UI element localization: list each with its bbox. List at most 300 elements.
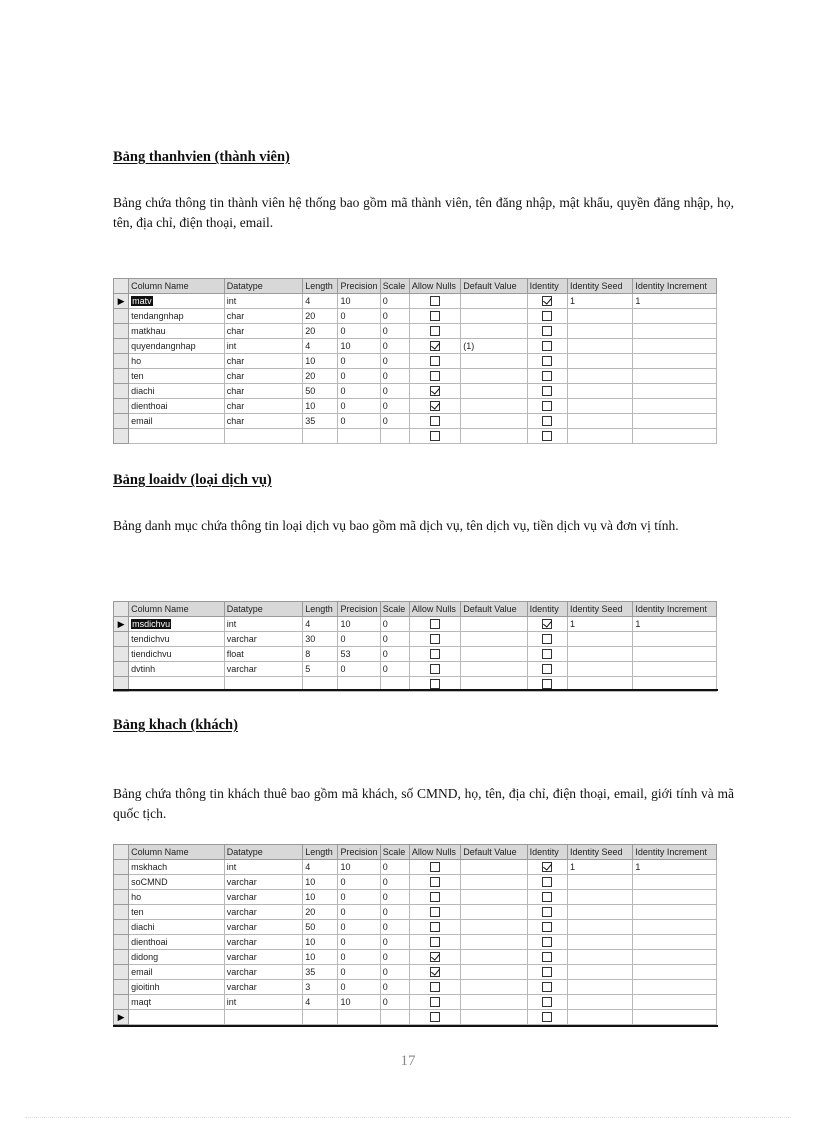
identity-increment-cell[interactable]: [633, 399, 717, 414]
identity-cell[interactable]: [527, 354, 567, 369]
table-row[interactable]: [114, 662, 717, 677]
identity-increment-cell[interactable]: [633, 1010, 717, 1025]
identity-cell[interactable]: [527, 950, 567, 965]
identity-checkbox[interactable]: [542, 907, 552, 917]
allow-nulls-cell[interactable]: [409, 369, 460, 384]
allow-nulls-checkbox[interactable]: [430, 341, 440, 351]
table-row[interactable]: [114, 980, 717, 995]
datatype-cell[interactable]: [224, 905, 303, 920]
column-name-cell[interactable]: [129, 662, 225, 677]
datatype-cell[interactable]: [224, 414, 303, 429]
length-cell[interactable]: [303, 647, 338, 662]
datatype-cell[interactable]: [224, 354, 303, 369]
identity-checkbox[interactable]: [542, 634, 552, 644]
allow-nulls-cell[interactable]: [409, 294, 460, 309]
datatype-cell[interactable]: [224, 875, 303, 890]
scale-cell[interactable]: [380, 647, 409, 662]
identity-cell[interactable]: [527, 399, 567, 414]
datatype-cell[interactable]: [224, 294, 303, 309]
datatype-cell[interactable]: [224, 324, 303, 339]
identity-seed-cell[interactable]: [567, 429, 632, 444]
datatype-cell[interactable]: [224, 647, 303, 662]
identity-checkbox[interactable]: [542, 997, 552, 1007]
row-selector[interactable]: [114, 950, 129, 965]
identity-checkbox[interactable]: [542, 431, 552, 441]
scale-cell[interactable]: [380, 399, 409, 414]
identity-cell[interactable]: [527, 339, 567, 354]
allow-nulls-checkbox[interactable]: [430, 431, 440, 441]
column-name-cell[interactable]: [129, 980, 225, 995]
identity-seed-cell[interactable]: [567, 647, 632, 662]
datatype-cell[interactable]: [224, 384, 303, 399]
column-name-cell[interactable]: [129, 617, 225, 632]
datatype-cell[interactable]: [224, 662, 303, 677]
row-selector[interactable]: [114, 860, 129, 875]
precision-cell[interactable]: [338, 662, 380, 677]
identity-cell[interactable]: [527, 1010, 567, 1025]
table-row[interactable]: [114, 324, 717, 339]
allow-nulls-cell[interactable]: [409, 384, 460, 399]
allow-nulls-cell[interactable]: [409, 662, 460, 677]
allow-nulls-checkbox[interactable]: [430, 619, 440, 629]
row-selector[interactable]: [114, 429, 129, 444]
precision-cell[interactable]: [338, 369, 380, 384]
allow-nulls-checkbox[interactable]: [430, 664, 440, 674]
identity-seed-cell[interactable]: [567, 860, 632, 875]
allow-nulls-checkbox[interactable]: [430, 311, 440, 321]
row-selector[interactable]: [114, 414, 129, 429]
scale-cell[interactable]: [380, 875, 409, 890]
allow-nulls-checkbox[interactable]: [430, 679, 440, 689]
column-name-cell[interactable]: [129, 875, 225, 890]
precision-cell[interactable]: [338, 860, 380, 875]
identity-checkbox[interactable]: [542, 679, 552, 689]
row-selector[interactable]: [114, 399, 129, 414]
table-row[interactable]: [114, 309, 717, 324]
scale-cell[interactable]: [380, 309, 409, 324]
default-value-cell[interactable]: [461, 1010, 527, 1025]
identity-seed-cell[interactable]: [567, 414, 632, 429]
precision-cell[interactable]: [338, 980, 380, 995]
identity-seed-cell[interactable]: [567, 935, 632, 950]
allow-nulls-cell[interactable]: [409, 354, 460, 369]
identity-increment-cell[interactable]: [633, 890, 717, 905]
table-row[interactable]: [114, 890, 717, 905]
row-selector[interactable]: [114, 935, 129, 950]
allow-nulls-checkbox[interactable]: [430, 296, 440, 306]
scale-cell[interactable]: [380, 920, 409, 935]
identity-seed-cell[interactable]: [567, 309, 632, 324]
allow-nulls-cell[interactable]: [409, 980, 460, 995]
identity-seed-cell[interactable]: [567, 965, 632, 980]
identity-seed-cell[interactable]: [567, 875, 632, 890]
allow-nulls-cell[interactable]: [409, 935, 460, 950]
table-row[interactable]: [114, 935, 717, 950]
row-selector[interactable]: [114, 632, 129, 647]
scale-cell[interactable]: [380, 617, 409, 632]
allow-nulls-checkbox[interactable]: [430, 416, 440, 426]
default-value-cell[interactable]: [461, 890, 527, 905]
scale-cell[interactable]: [380, 294, 409, 309]
length-cell[interactable]: [303, 1010, 338, 1025]
identity-seed-cell[interactable]: [567, 324, 632, 339]
table-row[interactable]: [114, 369, 717, 384]
identity-cell[interactable]: [527, 935, 567, 950]
precision-cell[interactable]: [338, 875, 380, 890]
column-name-cell[interactable]: [129, 339, 225, 354]
column-name-cell[interactable]: [129, 632, 225, 647]
identity-cell[interactable]: [527, 647, 567, 662]
precision-cell[interactable]: [338, 995, 380, 1010]
allow-nulls-cell[interactable]: [409, 617, 460, 632]
allow-nulls-cell[interactable]: [409, 965, 460, 980]
precision-cell[interactable]: [338, 354, 380, 369]
datatype-cell[interactable]: [224, 429, 303, 444]
length-cell[interactable]: [303, 965, 338, 980]
scale-cell[interactable]: [380, 662, 409, 677]
identity-checkbox[interactable]: [542, 341, 552, 351]
table-row[interactable]: [114, 339, 717, 354]
datatype-cell[interactable]: [224, 950, 303, 965]
precision-cell[interactable]: [338, 324, 380, 339]
identity-seed-cell[interactable]: [567, 369, 632, 384]
scale-cell[interactable]: [380, 339, 409, 354]
row-selector[interactable]: [114, 890, 129, 905]
identity-increment-cell[interactable]: [633, 309, 717, 324]
precision-cell[interactable]: [338, 1010, 380, 1025]
precision-cell[interactable]: [338, 647, 380, 662]
column-name-cell[interactable]: [129, 860, 225, 875]
length-cell[interactable]: [303, 294, 338, 309]
length-cell[interactable]: [303, 339, 338, 354]
column-name-cell[interactable]: [129, 354, 225, 369]
identity-increment-cell[interactable]: [633, 384, 717, 399]
allow-nulls-checkbox[interactable]: [430, 967, 440, 977]
length-cell[interactable]: [303, 860, 338, 875]
default-value-cell[interactable]: [461, 399, 527, 414]
identity-cell[interactable]: [527, 429, 567, 444]
row-selector[interactable]: [114, 980, 129, 995]
precision-cell[interactable]: [338, 294, 380, 309]
column-name-cell[interactable]: [129, 647, 225, 662]
scale-cell[interactable]: [380, 980, 409, 995]
identity-checkbox[interactable]: [542, 371, 552, 381]
length-cell[interactable]: [303, 617, 338, 632]
allow-nulls-checkbox[interactable]: [430, 997, 440, 1007]
allow-nulls-checkbox[interactable]: [430, 634, 440, 644]
identity-seed-cell[interactable]: [567, 890, 632, 905]
column-name-cell[interactable]: [129, 399, 225, 414]
column-name-cell[interactable]: [129, 1010, 225, 1025]
datatype-cell[interactable]: [224, 339, 303, 354]
allow-nulls-cell[interactable]: [409, 905, 460, 920]
row-selector[interactable]: [114, 309, 129, 324]
table-row[interactable]: [114, 632, 717, 647]
allow-nulls-cell[interactable]: [409, 1010, 460, 1025]
identity-seed-cell[interactable]: [567, 617, 632, 632]
identity-cell[interactable]: [527, 617, 567, 632]
identity-cell[interactable]: [527, 980, 567, 995]
scale-cell[interactable]: [380, 995, 409, 1010]
default-value-cell[interactable]: [461, 429, 527, 444]
identity-cell[interactable]: [527, 995, 567, 1010]
length-cell[interactable]: [303, 875, 338, 890]
identity-cell[interactable]: [527, 632, 567, 647]
identity-increment-cell[interactable]: [633, 324, 717, 339]
identity-checkbox[interactable]: [542, 892, 552, 902]
table-row[interactable]: [114, 647, 717, 662]
default-value-cell[interactable]: [461, 980, 527, 995]
precision-cell[interactable]: [338, 632, 380, 647]
length-cell[interactable]: [303, 890, 338, 905]
identity-checkbox[interactable]: [542, 877, 552, 887]
default-value-cell[interactable]: [461, 965, 527, 980]
identity-increment-cell[interactable]: [633, 632, 717, 647]
table-row[interactable]: [114, 429, 717, 444]
length-cell[interactable]: [303, 905, 338, 920]
length-cell[interactable]: [303, 324, 338, 339]
column-name-cell[interactable]: [129, 950, 225, 965]
column-name-cell[interactable]: [129, 920, 225, 935]
column-name-cell[interactable]: [129, 935, 225, 950]
allow-nulls-cell[interactable]: [409, 414, 460, 429]
default-value-cell[interactable]: [461, 935, 527, 950]
precision-cell[interactable]: [338, 905, 380, 920]
identity-checkbox[interactable]: [542, 311, 552, 321]
default-value-cell[interactable]: [461, 324, 527, 339]
current-row-pointer-icon[interactable]: ▶: [114, 617, 129, 632]
identity-checkbox[interactable]: [542, 619, 552, 629]
identity-increment-cell[interactable]: [633, 995, 717, 1010]
allow-nulls-checkbox[interactable]: [430, 386, 440, 396]
allow-nulls-cell[interactable]: [409, 875, 460, 890]
identity-checkbox[interactable]: [542, 326, 552, 336]
default-value-cell[interactable]: [461, 309, 527, 324]
identity-checkbox[interactable]: [542, 649, 552, 659]
precision-cell[interactable]: [338, 965, 380, 980]
default-value-cell[interactable]: [461, 369, 527, 384]
datatype-cell[interactable]: [224, 965, 303, 980]
row-selector[interactable]: [114, 965, 129, 980]
datatype-cell[interactable]: [224, 920, 303, 935]
identity-seed-cell[interactable]: [567, 339, 632, 354]
length-cell[interactable]: [303, 429, 338, 444]
precision-cell[interactable]: [338, 384, 380, 399]
scale-cell[interactable]: [380, 890, 409, 905]
default-value-cell[interactable]: [461, 384, 527, 399]
precision-cell[interactable]: [338, 309, 380, 324]
column-name-cell[interactable]: [129, 309, 225, 324]
row-selector[interactable]: [114, 354, 129, 369]
precision-cell[interactable]: [338, 920, 380, 935]
length-cell[interactable]: [303, 995, 338, 1010]
scale-cell[interactable]: [380, 429, 409, 444]
length-cell[interactable]: [303, 414, 338, 429]
identity-cell[interactable]: [527, 414, 567, 429]
allow-nulls-checkbox[interactable]: [430, 982, 440, 992]
datatype-cell[interactable]: [224, 980, 303, 995]
column-name-cell[interactable]: [129, 369, 225, 384]
column-name-cell[interactable]: [129, 294, 225, 309]
identity-cell[interactable]: [527, 875, 567, 890]
row-selector[interactable]: [114, 920, 129, 935]
row-selector[interactable]: [114, 995, 129, 1010]
datatype-cell[interactable]: [224, 369, 303, 384]
identity-checkbox[interactable]: [542, 664, 552, 674]
datatype-cell[interactable]: [224, 890, 303, 905]
column-name-cell[interactable]: [129, 429, 225, 444]
scale-cell[interactable]: [380, 384, 409, 399]
length-cell[interactable]: [303, 309, 338, 324]
identity-seed-cell[interactable]: [567, 354, 632, 369]
allow-nulls-cell[interactable]: [409, 647, 460, 662]
datatype-cell[interactable]: [224, 995, 303, 1010]
identity-cell[interactable]: [527, 384, 567, 399]
allow-nulls-cell[interactable]: [409, 950, 460, 965]
length-cell[interactable]: [303, 354, 338, 369]
default-value-cell[interactable]: [461, 995, 527, 1010]
identity-checkbox[interactable]: [542, 401, 552, 411]
allow-nulls-checkbox[interactable]: [430, 371, 440, 381]
identity-cell[interactable]: [527, 309, 567, 324]
allow-nulls-cell[interactable]: [409, 429, 460, 444]
scale-cell[interactable]: [380, 905, 409, 920]
allow-nulls-checkbox[interactable]: [430, 356, 440, 366]
identity-cell[interactable]: [527, 965, 567, 980]
precision-cell[interactable]: [338, 617, 380, 632]
allow-nulls-cell[interactable]: [409, 860, 460, 875]
column-name-cell[interactable]: [129, 414, 225, 429]
identity-seed-cell[interactable]: [567, 1010, 632, 1025]
default-value-cell[interactable]: [461, 647, 527, 662]
precision-cell[interactable]: [338, 950, 380, 965]
identity-increment-cell[interactable]: [633, 875, 717, 890]
datatype-cell[interactable]: [224, 632, 303, 647]
identity-increment-cell[interactable]: [633, 429, 717, 444]
length-cell[interactable]: [303, 399, 338, 414]
identity-seed-cell[interactable]: [567, 294, 632, 309]
row-selector[interactable]: [114, 384, 129, 399]
identity-seed-cell[interactable]: [567, 384, 632, 399]
default-value-cell[interactable]: [461, 617, 527, 632]
default-value-cell[interactable]: [461, 354, 527, 369]
row-selector[interactable]: [114, 662, 129, 677]
scale-cell[interactable]: [380, 860, 409, 875]
table-row[interactable]: [114, 995, 717, 1010]
table-row[interactable]: [114, 414, 717, 429]
table-row[interactable]: [114, 354, 717, 369]
allow-nulls-cell[interactable]: [409, 324, 460, 339]
default-value-cell[interactable]: [461, 950, 527, 965]
identity-checkbox[interactable]: [542, 296, 552, 306]
identity-increment-cell[interactable]: [633, 965, 717, 980]
identity-checkbox[interactable]: [542, 922, 552, 932]
allow-nulls-cell[interactable]: [409, 339, 460, 354]
allow-nulls-checkbox[interactable]: [430, 952, 440, 962]
identity-checkbox[interactable]: [542, 386, 552, 396]
allow-nulls-checkbox[interactable]: [430, 922, 440, 932]
default-value-cell[interactable]: [461, 920, 527, 935]
identity-checkbox[interactable]: [542, 416, 552, 426]
table-row[interactable]: [114, 294, 717, 309]
column-name-cell[interactable]: [129, 965, 225, 980]
precision-cell[interactable]: [338, 414, 380, 429]
allow-nulls-cell[interactable]: [409, 632, 460, 647]
identity-increment-cell[interactable]: [633, 339, 717, 354]
identity-increment-cell[interactable]: [633, 980, 717, 995]
table-row[interactable]: [114, 950, 717, 965]
identity-seed-cell[interactable]: [567, 980, 632, 995]
table-row[interactable]: [114, 860, 717, 875]
identity-seed-cell[interactable]: [567, 950, 632, 965]
identity-increment-cell[interactable]: [633, 662, 717, 677]
identity-checkbox[interactable]: [542, 862, 552, 872]
identity-increment-cell[interactable]: [633, 414, 717, 429]
length-cell[interactable]: [303, 950, 338, 965]
allow-nulls-checkbox[interactable]: [430, 649, 440, 659]
allow-nulls-checkbox[interactable]: [430, 907, 440, 917]
datatype-cell[interactable]: [224, 309, 303, 324]
default-value-cell[interactable]: [461, 339, 527, 354]
identity-increment-cell[interactable]: [633, 617, 717, 632]
length-cell[interactable]: [303, 632, 338, 647]
identity-seed-cell[interactable]: [567, 662, 632, 677]
scale-cell[interactable]: [380, 354, 409, 369]
default-value-cell[interactable]: [461, 662, 527, 677]
length-cell[interactable]: [303, 662, 338, 677]
datatype-cell[interactable]: [224, 399, 303, 414]
scale-cell[interactable]: [380, 935, 409, 950]
table-row[interactable]: [114, 905, 717, 920]
identity-checkbox[interactable]: [542, 356, 552, 366]
scale-cell[interactable]: [380, 965, 409, 980]
allow-nulls-cell[interactable]: [409, 399, 460, 414]
table-row[interactable]: [114, 1010, 717, 1025]
column-name-cell[interactable]: [129, 890, 225, 905]
identity-checkbox[interactable]: [542, 967, 552, 977]
identity-increment-cell[interactable]: [633, 860, 717, 875]
current-row-pointer-icon[interactable]: ▶: [114, 294, 129, 309]
length-cell[interactable]: [303, 980, 338, 995]
table-row[interactable]: [114, 399, 717, 414]
identity-seed-cell[interactable]: [567, 399, 632, 414]
identity-cell[interactable]: [527, 905, 567, 920]
identity-increment-cell[interactable]: [633, 935, 717, 950]
row-selector[interactable]: [114, 875, 129, 890]
row-selector[interactable]: [114, 369, 129, 384]
scale-cell[interactable]: [380, 369, 409, 384]
scale-cell[interactable]: [380, 414, 409, 429]
precision-cell[interactable]: [338, 339, 380, 354]
identity-increment-cell[interactable]: [633, 369, 717, 384]
column-name-cell[interactable]: [129, 995, 225, 1010]
row-selector[interactable]: [114, 647, 129, 662]
scale-cell[interactable]: [380, 1010, 409, 1025]
table-row[interactable]: [114, 965, 717, 980]
allow-nulls-checkbox[interactable]: [430, 401, 440, 411]
identity-checkbox[interactable]: [542, 952, 552, 962]
datatype-cell[interactable]: [224, 860, 303, 875]
allow-nulls-cell[interactable]: [409, 920, 460, 935]
allow-nulls-checkbox[interactable]: [430, 326, 440, 336]
datatype-cell[interactable]: [224, 1010, 303, 1025]
current-row-pointer-icon[interactable]: ▶: [114, 1010, 129, 1025]
allow-nulls-checkbox[interactable]: [430, 877, 440, 887]
identity-cell[interactable]: [527, 860, 567, 875]
precision-cell[interactable]: [338, 935, 380, 950]
allow-nulls-cell[interactable]: [409, 309, 460, 324]
column-name-cell[interactable]: [129, 905, 225, 920]
